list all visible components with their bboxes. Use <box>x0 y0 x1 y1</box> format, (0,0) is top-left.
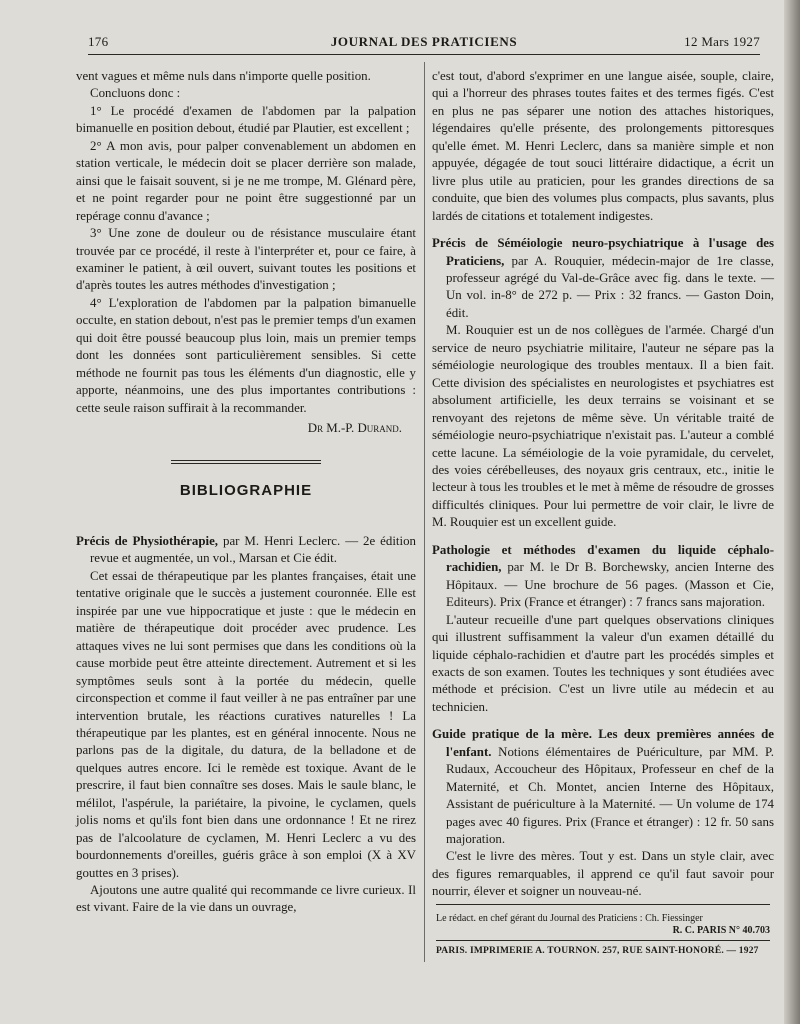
footer-rule <box>436 904 770 905</box>
paragraph: Concluons donc : <box>90 86 181 101</box>
right-column <box>432 68 774 901</box>
review-entry-header <box>432 235 774 322</box>
paragraph: vent vagues et même nuls dans n'importe quelle position. <box>76 69 371 83</box>
issue-date: 12 Mars 1927 <box>684 34 760 49</box>
book-details: par A. Rouquier, médecin-major de 1re classe, professeur agrégé du Val-de-Grâce avec fig. dans le texte. — Un vol. in-8° de 272 p. — Prix : 32 francs. — Gaston Doin, édit. <box>446 253 774 320</box>
review-entry-header <box>432 726 774 848</box>
review-paragraph: M. Rouquier est un de nos collègues de l'armée. Chargé d'un service de neuro psychiatrie militaire, l'auteur ne sépare pas la séméiologie neurologique des troubles mentaux. Il a bien fait. Cette division des spécialistes en neurologistes et psychiatres est absolument artificielle, les deux terrains se voisinant et se renvoyant des rejetons de même sève. Un véritable traité de séméiologie neuro-psychiatrique n'existait pas. L'auteur a comblé cette lacune. La séméiologie de la voie pyramidale, du cervelet, des voies cérébelleuses, des noyaux gris centraux, etc., initie le lecteur à tous les troubles et le met à même de résoudre de grosses difficultés cliniques. Pour lui permettre de voir clair, le livre de M. Rouquier est un excellent guide. <box>432 323 774 530</box>
editor-credit <box>436 913 770 937</box>
journal-title: JOURNAL DES PRATICIENS <box>330 34 518 49</box>
paragraph: c'est tout, d'abord s'exprimer en une langue aisée, souple, claire, qui a l'horreur des phrases toutes faites et des termes figés. C'est en plus ne pas séparer une notion des attaches historiques, légendaires qu'elle présente, des prolongements pittoresques qu'elle émet. M. Henri Leclerc, dans sa manière simple et non appuyée, dégagée de tout souci littéraire didactique, a écrit un livre plus utile au praticien, pour les grandes directions de sa conduite, que bien des volumes plus compacts, plus savants, plus lardés de citations et totalement indigestes. <box>432 69 774 223</box>
paragraph: 4° L'exploration de l'abdomen par la palpation bimanuelle occulte, en station debout, n'est pas le premier temps d'un examen qui doit être poussé beaucoup plus loin, mais un premier temps dont les données sont particulièrement sensibles. Si cette méthode ne fournit pas tous les éléments d'un diagnostic, elle y apporte, néanmoins, une des plus importantes contributions : cette seule raison suffirait à la recommander. <box>76 295 416 415</box>
paragraph: 2° A mon avis, pour palper convenablement un abdomen en station verticale, le médecin doit se placer derrière son malade, ainsi que le faisait souvent, si je ne me trompe, M. Glénard père, et ne point regarder pour ne point être suggestionné par un repérage connu d'avance ; <box>76 138 416 223</box>
book-title: Précis de Séméiologie neuro-psychiatrique à l'usage des Praticiens, <box>432 236 774 268</box>
book-title: Pathologie et méthodes d'examen du liquide céphalo-rachidien, <box>432 542 774 575</box>
article-signature: Dr M.-P. Durand. <box>307 421 402 436</box>
book-title: Guide pratique de la mère. Les deux premières années de l'enfant. <box>432 727 774 759</box>
paragraph: 3° Une zone de douleur ou de résistance musculaire étant trouvée par ce procédé, il reste à l'interpréter et, pour ce faire, à examiner le patient, à œil ouvert, suivant toutes les positions et d'après toutes les autres méthodes d'investigation ; <box>76 226 416 293</box>
left-column <box>76 68 416 917</box>
book-details: Notions élémentaires de Puériculture, par MM. P. Rudaux, Accoucheur des Hôpitaux, Professeur en chef de la Maternité, et Ch. Montet, ancien Interne des Hôpitaux, Assistant de puériculture à la Maternité. — Un volume de 174 pages avec 40 figures. Prix (France et étranger) : 12 fr. 50 sans majoration. <box>446 744 774 847</box>
review-entry-header <box>432 542 774 612</box>
review-entry-header <box>76 533 416 568</box>
section-rule <box>171 460 321 464</box>
review-paragraph: L'auteur recueille d'une part quelques observations cliniques qui illustrent suffisamment la valeur d'un examen détaillé du liquide céphalo-rachidien et d'autre part les procédés simples et exacts de son examen. Toutes les techniques y sont étudiées avec méthode et précision. C'est un livre utile au médecin et au technicien. <box>432 612 774 714</box>
review-paragraph: Cet essai de thérapeutique par les plantes françaises, était une tentative originale que le succès a justement couronnée. Elle est inspirée par une vue hippocratique et juste : que le médecin en matière de thérapeutique doit procéder avec prudence. Les attaques vives ne lui sont permises que dans les conditions où la cause morbide peut être atteinte directement. Autrement et si les symptômes seuls sont à la portée du médecin, quelle circonspection et comme il faut veiller à ne pas entraîner par une intervention brutale, les réactions curatives naturelles ! La thérapeutique par les plantes, est en général innocente. Nous ne parlons pas de la digitale, du datura, de la belladone et de quelques autres encore. Ici le remède est toxique. Avant de le prescrire, il faut bien connaître ses doses. Mais le saule blanc, le mélilot, l'aspérule, la pariétaire, la pivoine, le cyclamen, quels jolis noms et qu'ils font bien dans une ordonnance ! Et ne rirez pas de l'alcoolature de cyclamen, M. Henri Leclerc a vu des bourdonnements d'oreilles, guéris grâce à son emploi (X à XV gouttes en 3 prises). <box>76 568 416 880</box>
review-paragraph: C'est le livre des mères. Tout y est. Dans un style clair, avec des figures remarquables, il apprend ce qu'il faut savoir pour nourrir, élever et soigner un nouveau-né. <box>432 849 774 899</box>
registry-line: R. C. PARIS N° 40.703 <box>672 925 770 936</box>
header-rule <box>88 54 760 55</box>
section-heading: BIBLIOGRAPHIE <box>179 481 313 499</box>
review-paragraph: Ajoutons une autre qualité qui recommande ce livre curieux. Il est vivant. Faire de la vie dans un ouvrage, <box>76 883 416 915</box>
page-number: 176 <box>88 34 109 49</box>
editor-line: Le rédact. en chef gérant du Journal des Praticiens : Ch. Fiessinger <box>436 913 703 924</box>
page-header <box>88 34 760 52</box>
book-details: par M. Henri Leclerc. — 2e édition revue et augmentée, un vol., Marsan et Cie édit. <box>90 533 416 566</box>
book-details: par M. le Dr B. Borchewsky, ancien Interne des Hôpitaux. — Une brochure de 56 pages. (Masson et Cie, Editeurs). Prix (France et étranger) : 7 francs sans majoration. <box>446 560 775 610</box>
printer-imprint: PARIS. IMPRIMERIE A. TOURNON. 257, RUE SAINT-HONORÉ. — 1927 <box>436 946 759 956</box>
page-edge-shadow <box>784 0 800 1024</box>
column-divider <box>424 62 425 962</box>
footer-rule <box>436 940 770 941</box>
paragraph: 1° Le procédé d'examen de l'abdomen par la palpation bimanuelle en position debout, étudié par Plautier, est excellent ; <box>76 103 416 136</box>
book-title: Précis de Physiothérapie, <box>76 533 219 548</box>
